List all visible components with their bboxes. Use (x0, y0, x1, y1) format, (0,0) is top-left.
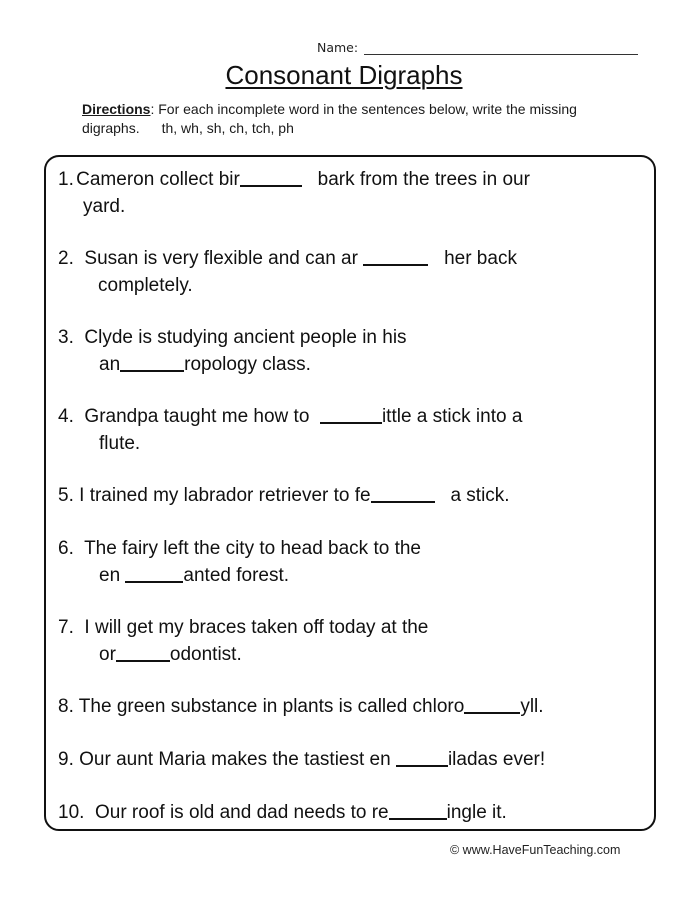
question-text-before: Our roof is old and dad needs to re (89, 802, 389, 823)
copyright-footer: © www.HaveFunTeaching.com (450, 843, 621, 857)
question-text-before: Clyde is studying ancient people in his (79, 327, 407, 348)
answer-blank[interactable] (116, 642, 170, 662)
question-line-2: or odontist. (99, 644, 242, 665)
question-number: 4. (58, 406, 74, 427)
directions (82, 100, 622, 138)
question-number: 10. (58, 802, 85, 823)
question-text-before: I will get my braces taken off today at the (79, 617, 429, 638)
question-number: 7. (58, 617, 74, 638)
question-text-after: yll. (520, 696, 544, 717)
answer-blank[interactable] (371, 483, 435, 503)
question-4 (58, 403, 522, 457)
question-line-2: flute. (99, 433, 141, 454)
answer-blank[interactable] (396, 747, 448, 767)
question-9 (58, 746, 545, 773)
question-text-before: Grandpa taught me how to (79, 406, 320, 427)
question-8 (58, 693, 544, 720)
question-number: 5. (58, 485, 74, 506)
directions-label: Directions (82, 101, 151, 117)
question-number: 9. (58, 749, 74, 770)
question-5 (58, 482, 510, 509)
question-line-2: en anted forest. (99, 565, 290, 586)
question-text-after: ittle a stick into a (381, 406, 523, 427)
question-text-before: The green substance in plants is called chloro (78, 696, 465, 717)
name-input-line[interactable] (364, 40, 638, 55)
worksheet-title: Consonant Digraphs (225, 60, 463, 90)
question-text-after: ingle it. (446, 802, 507, 823)
question-7 (58, 614, 428, 668)
question-text-before: Susan is very flexible and can ar (79, 248, 364, 269)
question-number: 8. (58, 696, 74, 717)
question-text-after: her back (428, 248, 517, 269)
directions-text: : For each incomplete word in the sentences below, write the missing digraphs. (82, 101, 577, 136)
question-text-before: Our aunt Maria makes the tastiest en (79, 749, 396, 770)
answer-blank[interactable] (240, 167, 302, 187)
question-line-2: an ropology class. (99, 354, 311, 375)
answer-blank[interactable] (464, 694, 520, 714)
name-field-row (317, 40, 638, 55)
question-line-2: completely. (98, 275, 193, 296)
question-3 (58, 324, 407, 378)
question-number: 2. (58, 248, 74, 269)
answer-blank[interactable] (389, 800, 447, 820)
question-number: 1. (58, 169, 74, 190)
question-text-after: bark from the trees in our (301, 169, 530, 190)
question-2 (58, 245, 517, 299)
answer-blank[interactable] (363, 246, 428, 266)
answer-blank[interactable] (125, 563, 183, 583)
answer-blank[interactable] (320, 404, 382, 424)
digraph-list: th, wh, sh, ch, tch, ph (161, 120, 294, 136)
name-label: Name: (317, 40, 359, 55)
question-1 (58, 166, 530, 220)
question-6 (58, 535, 421, 589)
question-number: 6. (58, 538, 74, 559)
question-line-2: yard. (83, 196, 126, 217)
question-text-before: I trained my labrador retriever to fe (79, 485, 371, 506)
answer-blank[interactable] (120, 352, 184, 372)
question-text-before: Cameron collect bir (76, 169, 240, 190)
question-text-after: iladas ever! (447, 749, 546, 770)
question-number: 3. (58, 327, 74, 348)
question-text-before: The fairy left the city to head back to the (79, 538, 421, 559)
question-10 (58, 799, 507, 826)
question-text-after: a stick. (434, 485, 510, 506)
